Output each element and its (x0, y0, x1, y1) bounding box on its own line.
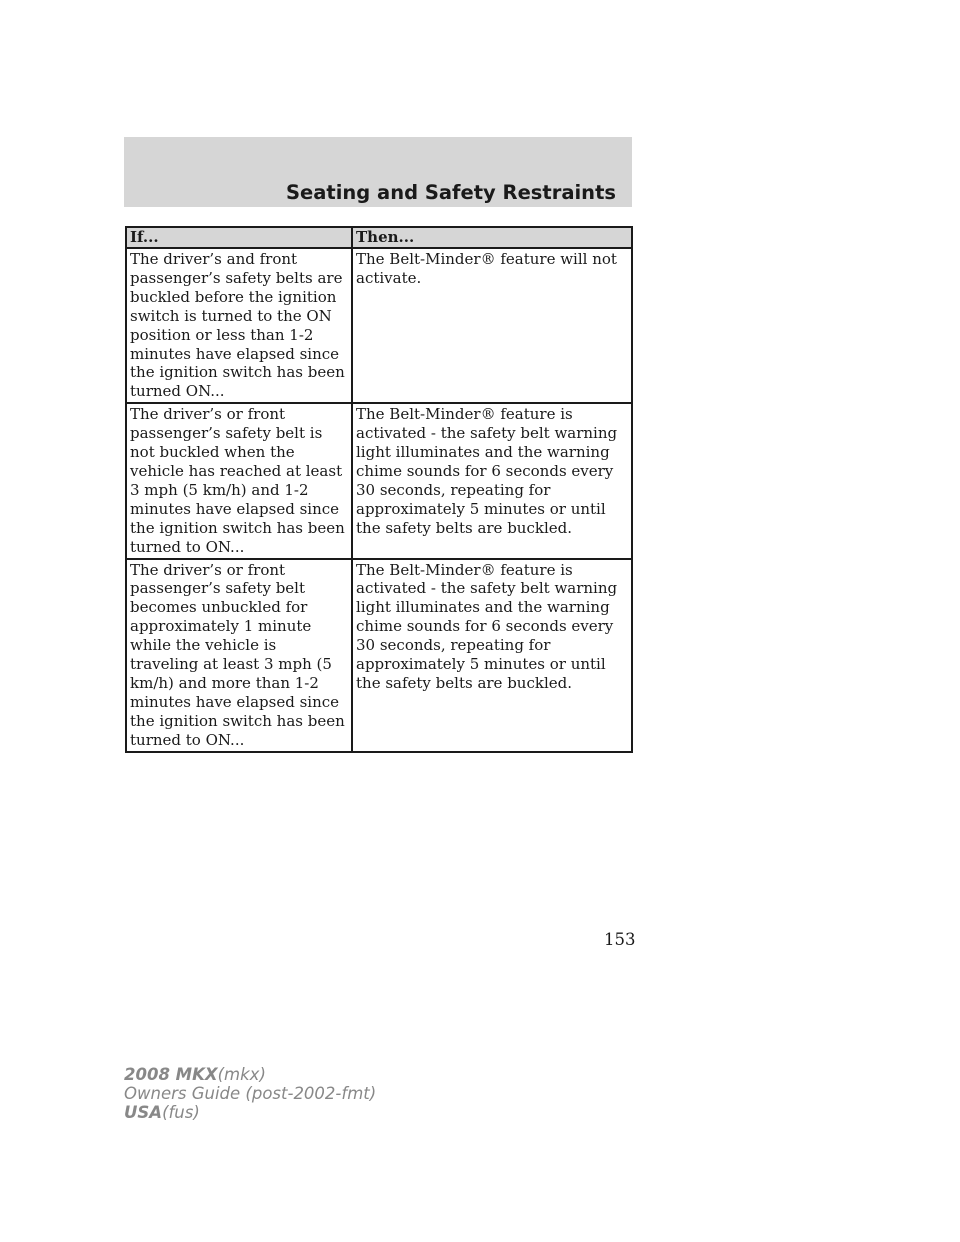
belt-minder-conditions-table (125, 226, 633, 753)
table-row (126, 403, 632, 558)
footer-model-code: (mkx) (217, 1065, 266, 1084)
footer-model: 2008 MKX (124, 1065, 218, 1084)
table-row (126, 559, 632, 752)
condition-cell: The driver’s or front passenger’s safety belt is not buckled when the vehicle has reached at least 3 mph (5 km/h) and 1-2 minutes have elapsed since the ignition switch has been turned to ON... (126, 403, 352, 558)
footer-line-model (124, 1065, 376, 1084)
footer-line-guide: Owners Guide (post-2002-fmt) (124, 1084, 377, 1103)
footer-market: USA (124, 1103, 163, 1122)
footer-line-market (124, 1103, 376, 1122)
result-cell: The Belt-Minder® feature will not activate. (352, 248, 632, 403)
table-header-row (126, 227, 632, 248)
result-cell: The Belt-Minder® feature is activated - the safety belt warning light illuminates and the warning chime sounds for 6 seconds every 30 seconds, repeating for approximately 5 minutes or until the safety belts are buckled. (352, 403, 632, 558)
condition-cell: The driver’s or front passenger’s safety belt becomes unbuckled for approximately 1 minute while the vehicle is traveling at least 3 mph (5 km/h) and more than 1-2 minutes have elapsed since the ignition switch has been turned to ON... (126, 559, 352, 752)
condition-cell: The driver’s and front passenger’s safety belts are buckled before the ignition switch is turned to the ON position or less than 1-2 minutes have elapsed since the ignition switch has been turned ON... (126, 248, 352, 403)
page-number: 153 (604, 930, 636, 949)
column-header-then: Then... (352, 227, 632, 248)
section-header-band (124, 137, 632, 207)
section-title: Seating and Safety Restraints (285, 181, 616, 204)
document-footer (124, 1065, 376, 1122)
result-cell: The Belt-Minder® feature is activated - the safety belt warning light illuminates and the warning chime sounds for 6 seconds every 30 seconds, repeating for approximately 5 minutes or until the safety belts are buckled. (352, 559, 632, 752)
footer-market-code: (fus) (162, 1103, 200, 1122)
table-row (126, 248, 632, 403)
column-header-if: If... (126, 227, 352, 248)
